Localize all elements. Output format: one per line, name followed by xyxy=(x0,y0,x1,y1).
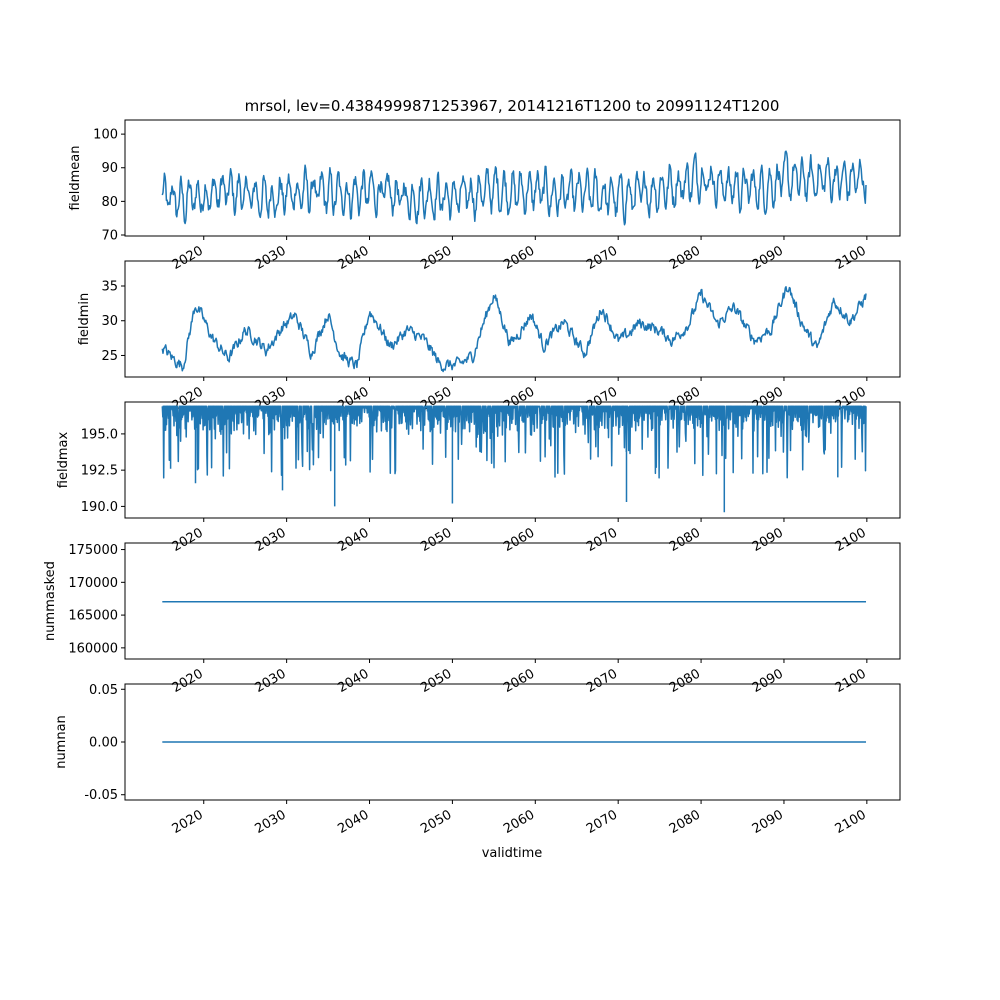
x-tick-label: 2030 xyxy=(252,807,289,838)
x-tick-label: 2050 xyxy=(418,807,455,838)
y-tick-label: 30 xyxy=(101,314,118,330)
x-tick-label: 2070 xyxy=(584,807,621,838)
x-tick-label: 2080 xyxy=(666,666,704,697)
subplot-nummasked xyxy=(43,543,900,696)
series-line-fieldmax xyxy=(162,406,866,512)
x-tick-label: 2090 xyxy=(749,243,786,274)
x-tick-label: 2030 xyxy=(252,243,289,274)
x-tick-label: 2100 xyxy=(832,243,869,274)
x-tick-label: 2020 xyxy=(169,807,206,838)
x-tick-label: 2050 xyxy=(418,384,455,415)
y-tick-label: 160000 xyxy=(68,641,118,657)
subplot-fieldmin xyxy=(77,261,900,414)
x-tick-label: 2060 xyxy=(501,243,538,274)
y-tick-label: 100 xyxy=(93,127,118,143)
y-tick-label: 192.5 xyxy=(80,463,118,479)
x-tick-label: 2060 xyxy=(501,666,538,697)
x-tick-label: 2020 xyxy=(169,243,206,274)
y-tick-label: 70 xyxy=(101,228,118,244)
x-tick-label: 2080 xyxy=(666,525,704,556)
x-tick-label: 2060 xyxy=(501,525,538,556)
x-tick-label: 2020 xyxy=(169,525,206,556)
x-tick-label: 2050 xyxy=(418,525,455,556)
x-tick-label: 2100 xyxy=(832,666,869,697)
x-tick-label: 2090 xyxy=(749,666,786,697)
y-axis-label: fieldmean xyxy=(68,145,83,211)
x-tick-label: 2080 xyxy=(666,243,704,274)
series-line-fieldmean xyxy=(162,151,866,225)
y-tick-label: 35 xyxy=(101,279,118,295)
x-tick-label: 2020 xyxy=(169,384,206,415)
y-tick-label: 175000 xyxy=(68,543,118,559)
x-tick-label: 2030 xyxy=(252,666,289,697)
y-tick-label: 25 xyxy=(101,348,118,364)
x-tick-label: 2050 xyxy=(418,666,455,697)
y-tick-label: -0.05 xyxy=(84,788,118,804)
y-tick-label: 170000 xyxy=(68,575,118,591)
x-tick-label: 2090 xyxy=(749,525,786,556)
x-tick-label: 2070 xyxy=(584,666,621,697)
x-tick-label: 2070 xyxy=(584,243,621,274)
x-tick-label: 2090 xyxy=(749,807,786,838)
x-tick-label: 2070 xyxy=(584,525,621,556)
x-tick-label: 2060 xyxy=(501,384,538,415)
x-tick-label: 2070 xyxy=(584,384,621,415)
x-tick-label: 2100 xyxy=(832,807,869,838)
x-tick-label: 2050 xyxy=(418,243,455,274)
x-tick-label: 2030 xyxy=(252,384,289,415)
x-tick-label: 2090 xyxy=(749,384,786,415)
y-tick-label: 195.0 xyxy=(80,427,118,443)
x-tick-label: 2080 xyxy=(666,807,704,838)
x-tick-label: 2040 xyxy=(335,666,372,697)
y-tick-label: 190.0 xyxy=(80,499,118,515)
y-tick-label: 0.05 xyxy=(89,682,118,698)
x-tick-label: 2100 xyxy=(832,384,869,415)
x-tick-label: 2040 xyxy=(335,525,372,556)
x-tick-label: 2030 xyxy=(252,525,289,556)
y-axis-label: fieldmin xyxy=(77,292,92,346)
y-axis-label: nummasked xyxy=(43,561,58,641)
y-axis-label: fieldmax xyxy=(56,431,71,489)
y-tick-label: 90 xyxy=(101,161,118,177)
x-tick-label: 2100 xyxy=(832,525,869,556)
y-tick-label: 0.00 xyxy=(89,735,118,751)
x-tick-label: 2040 xyxy=(335,384,372,415)
x-tick-label: 2020 xyxy=(169,666,206,697)
subplots xyxy=(43,120,900,837)
axes-frame xyxy=(125,261,900,377)
y-tick-label: 80 xyxy=(101,194,118,210)
x-tick-label: 2080 xyxy=(666,384,704,415)
chart-title: mrsol, lev=0.4384999871253967, 20141216T1200 to 20991124T1200 xyxy=(244,97,780,115)
y-tick-label: 165000 xyxy=(68,608,118,624)
subplot-fieldmean xyxy=(68,120,900,273)
y-axis-label: numnan xyxy=(54,715,69,769)
subplot-numnan xyxy=(54,683,900,837)
subplot-fieldmax xyxy=(56,402,900,555)
x-tick-label: 2060 xyxy=(501,807,538,838)
x-axis-label: validtime xyxy=(481,846,543,861)
x-tick-label: 2040 xyxy=(335,807,372,838)
series-line-fieldmin xyxy=(162,287,866,372)
x-tick-label: 2040 xyxy=(335,243,372,274)
